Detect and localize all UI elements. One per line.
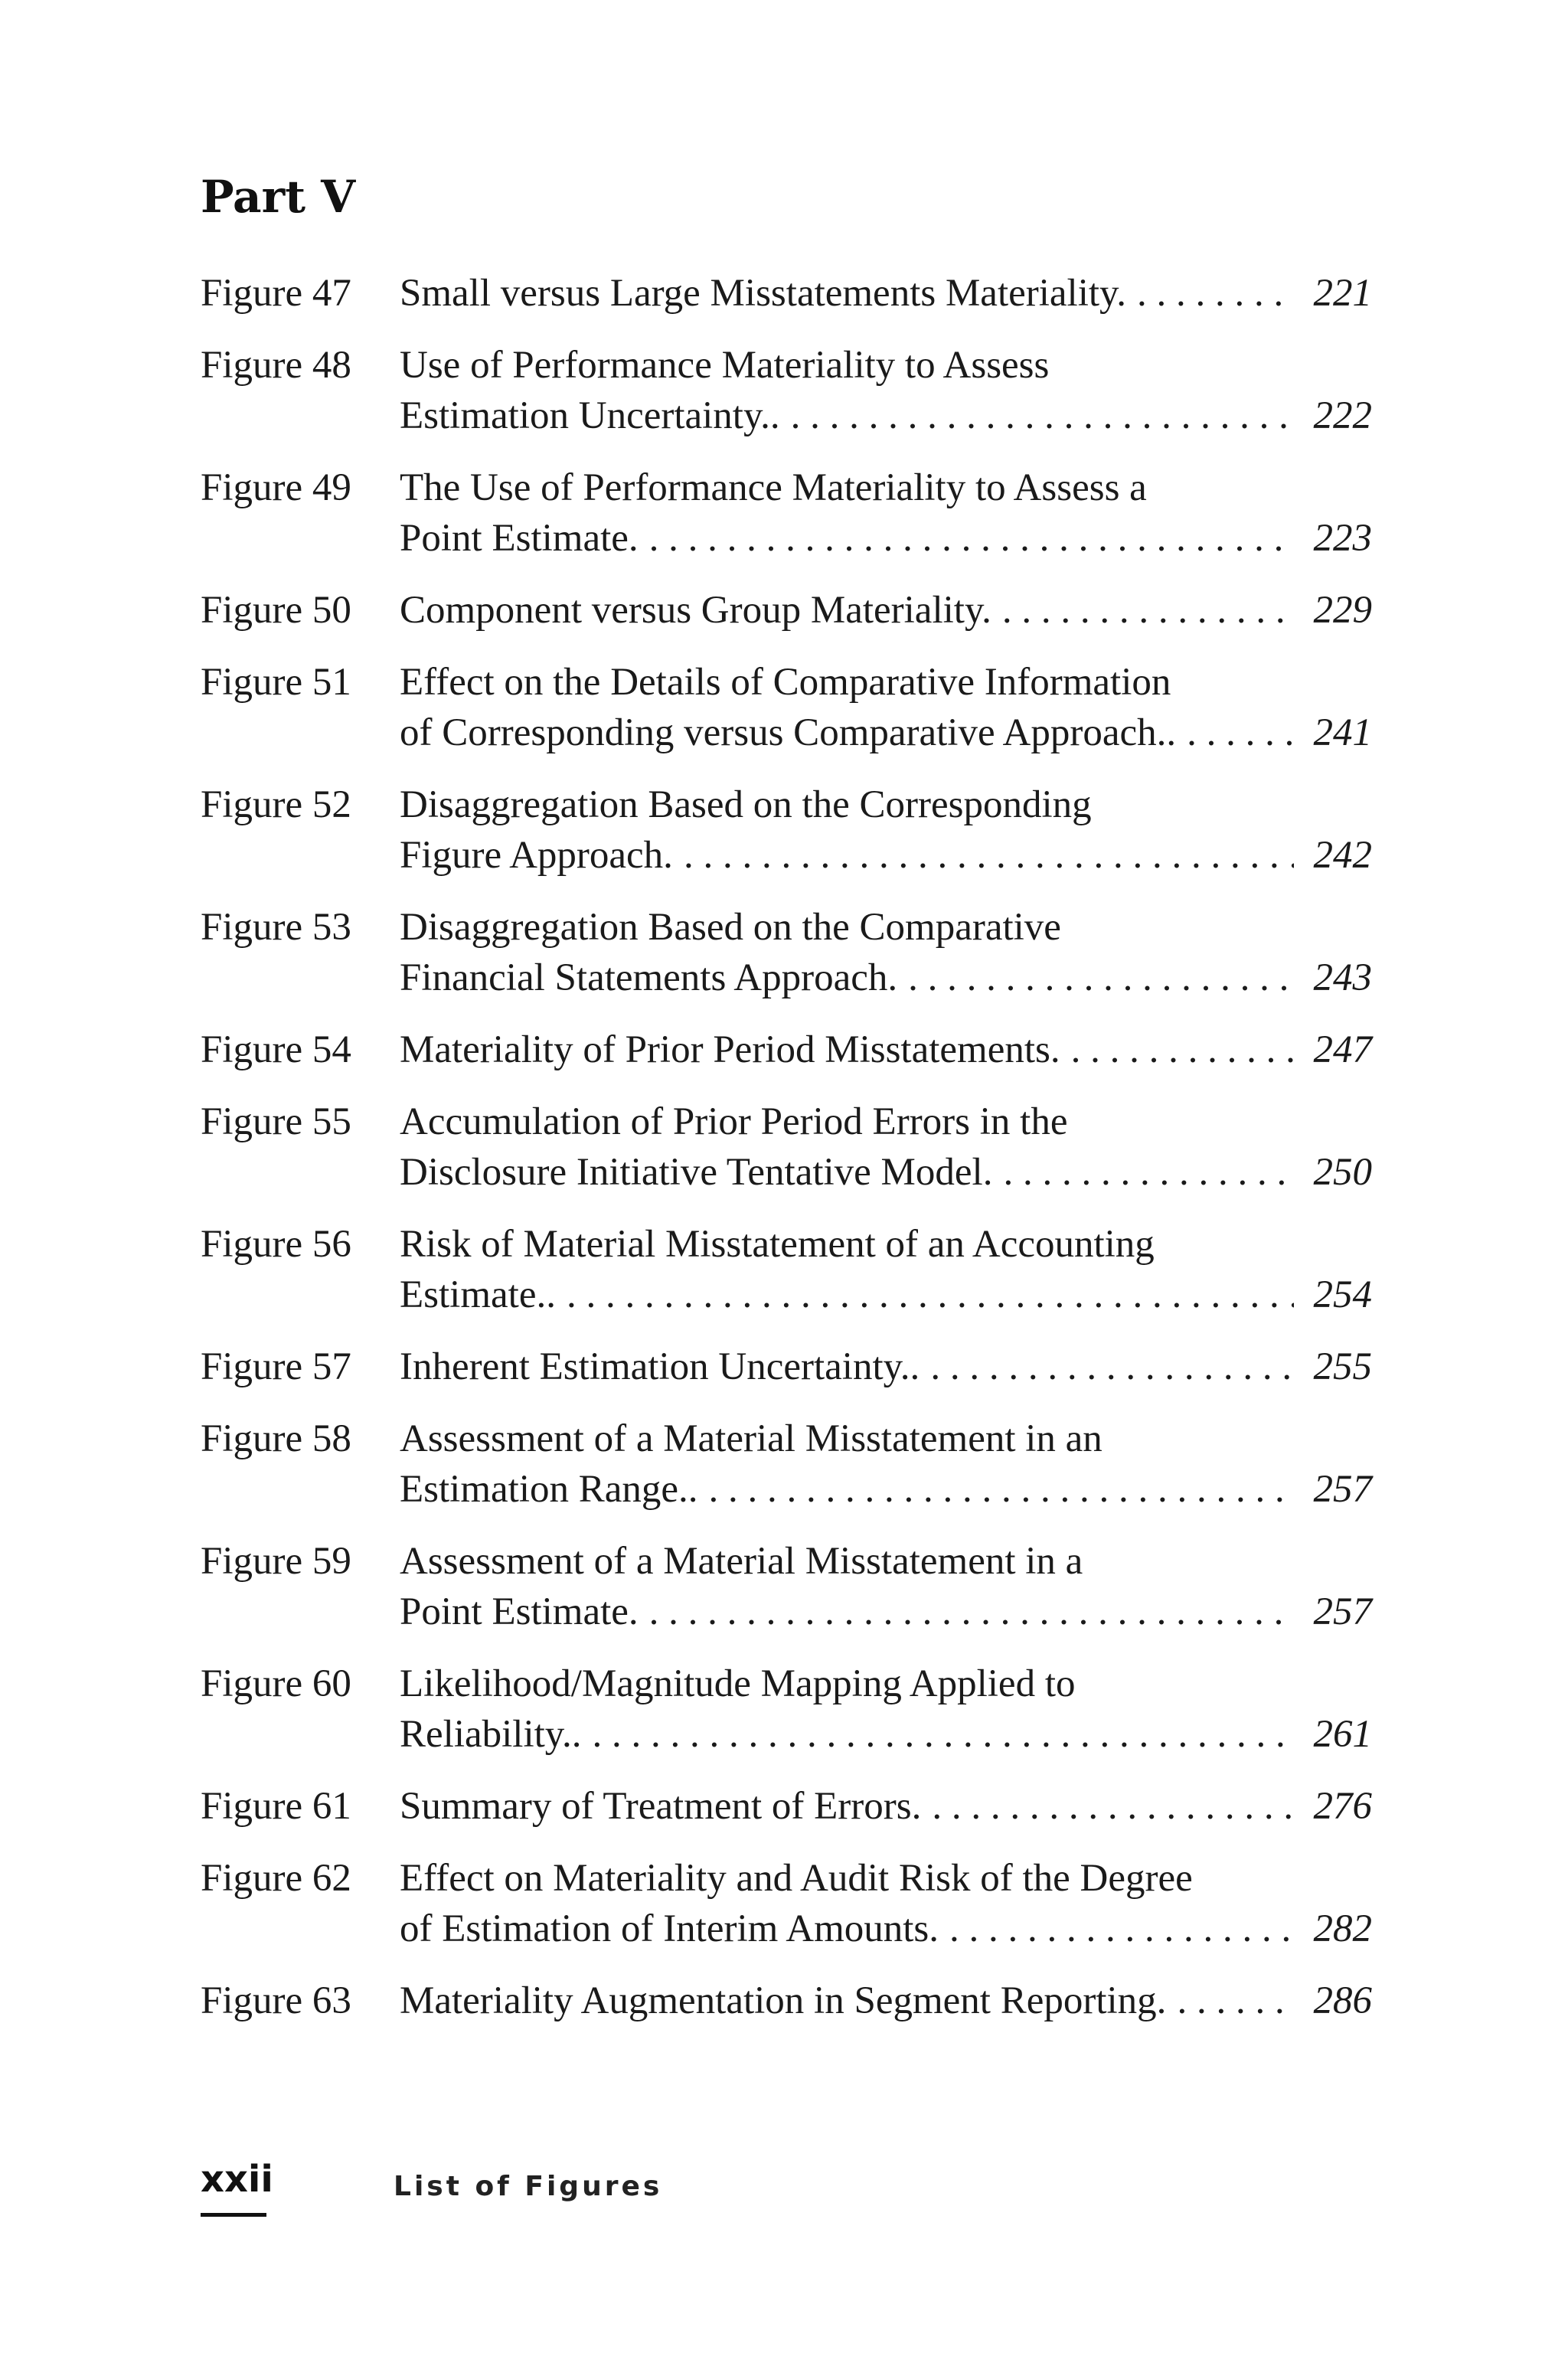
figure-title-text: Financial Statements Approach. <box>400 956 898 999</box>
figure-entry[interactable] <box>201 1025 1372 1075</box>
dot-leader <box>1071 1025 1294 1075</box>
figure-entry[interactable] <box>201 585 1372 636</box>
figure-title-text: Inherent Estimation Uncertainty.. <box>400 1345 920 1388</box>
figure-number: Figure 54 <box>201 1028 351 1071</box>
figure-title-line: Disaggregation Based on the Comparative <box>400 906 1061 949</box>
figure-title-text: Summary of Treatment of Errors. <box>400 1785 922 1828</box>
figure-title-block <box>400 1414 1372 1515</box>
figure-entry[interactable] <box>201 1659 1372 1760</box>
figure-number: Figure 52 <box>201 783 351 826</box>
page-number[interactable]: 223 <box>1313 517 1372 560</box>
figure-title-block <box>400 657 1372 758</box>
figure-title-block <box>400 585 1372 636</box>
figure-title-text: of Corresponding versus Comparative Approach.. <box>400 711 1177 754</box>
dot-leader <box>791 391 1294 441</box>
figure-title-last-line <box>400 1270 1372 1320</box>
figure-title-block <box>400 902 1372 1003</box>
figure-title-line: The Use of Performance Materiality to Assess a <box>400 466 1147 509</box>
figure-title-block <box>400 1025 1372 1075</box>
figure-list <box>201 268 1372 2048</box>
figure-title-text: Point Estimate. <box>400 1590 639 1633</box>
figure-title-last-line <box>400 585 1372 636</box>
page-number[interactable]: 276 <box>1313 1785 1372 1828</box>
figure-title-block <box>400 1976 1372 2026</box>
dot-leader <box>949 1904 1294 1954</box>
dot-leader <box>567 1270 1294 1320</box>
page-number[interactable]: 282 <box>1313 1907 1372 1950</box>
figure-number: Figure 63 <box>201 1979 351 2022</box>
figure-title-last-line <box>400 1709 1372 1760</box>
figure-title-block <box>400 1853 1372 1954</box>
figure-entry[interactable] <box>201 657 1372 758</box>
figure-title-last-line <box>400 708 1372 758</box>
figure-title-block <box>400 1536 1372 1637</box>
figure-title-text: of Estimation of Interim Amounts. <box>400 1907 939 1950</box>
figure-number: Figure 49 <box>201 466 351 509</box>
figure-entry[interactable] <box>201 340 1372 441</box>
page-number[interactable]: 229 <box>1313 589 1372 632</box>
figure-title-block <box>400 340 1372 441</box>
figure-entry[interactable] <box>201 1853 1372 1954</box>
figure-title-last-line <box>400 830 1372 881</box>
page-number[interactable]: 247 <box>1313 1028 1372 1071</box>
figure-title-text: Disclosure Initiative Tentative Model. <box>400 1151 993 1194</box>
figure-entry[interactable] <box>201 268 1372 319</box>
figure-title-last-line <box>400 1147 1372 1198</box>
figure-title-text: Materiality Augmentation in Segment Reporting. <box>400 1979 1167 2022</box>
figure-title-line: Effect on Materiality and Audit Risk of the Degree <box>400 1857 1193 1900</box>
figure-title-block <box>400 268 1372 319</box>
figure-title-line: Accumulation of Prior Period Errors in the <box>400 1100 1068 1143</box>
figure-title-text: Reliability.. <box>400 1713 582 1756</box>
figure-title-last-line <box>400 1904 1372 1954</box>
page-number[interactable]: 241 <box>1313 711 1372 754</box>
figure-title-last-line <box>400 1976 1372 2026</box>
dot-leader <box>1003 1147 1294 1198</box>
dot-leader <box>930 1342 1294 1392</box>
figure-title-block <box>400 1219 1372 1320</box>
figure-number: Figure 51 <box>201 661 351 704</box>
figure-title-last-line <box>400 1342 1372 1392</box>
dot-leader <box>593 1709 1295 1760</box>
part-heading: Part V <box>201 171 356 223</box>
figure-title-last-line <box>400 1781 1372 1832</box>
figure-title-block <box>400 1781 1372 1832</box>
figure-number: Figure 48 <box>201 344 351 387</box>
figure-title-block <box>400 1097 1372 1198</box>
figure-title-block <box>400 1342 1372 1392</box>
dot-leader <box>1177 1976 1294 2026</box>
figure-title-text: Point Estimate. <box>400 517 639 560</box>
figure-title-last-line <box>400 1464 1372 1515</box>
figure-title-line: Risk of Material Misstatement of an Accounting <box>400 1223 1155 1266</box>
page-number[interactable]: 257 <box>1313 1468 1372 1511</box>
figure-entry[interactable] <box>201 1097 1372 1198</box>
page-number[interactable]: 221 <box>1313 272 1372 315</box>
dot-leader <box>649 1587 1294 1637</box>
figure-title-last-line <box>400 953 1372 1003</box>
figure-entry[interactable] <box>201 1219 1372 1320</box>
page-number[interactable]: 254 <box>1313 1273 1372 1316</box>
figure-title-line: Assessment of a Material Misstatement in a <box>400 1540 1083 1583</box>
page-number[interactable]: 255 <box>1313 1345 1372 1388</box>
figure-entry[interactable] <box>201 1342 1372 1392</box>
figure-entry[interactable] <box>201 779 1372 881</box>
figure-number: Figure 56 <box>201 1223 351 1266</box>
figure-number: Figure 58 <box>201 1417 351 1460</box>
figure-number: Figure 55 <box>201 1100 351 1143</box>
dot-leader <box>709 1464 1294 1515</box>
figure-number: Figure 59 <box>201 1540 351 1583</box>
figure-title-block <box>400 462 1372 564</box>
figure-title-text: Figure Approach. <box>400 834 673 877</box>
page-number[interactable]: 250 <box>1313 1151 1372 1194</box>
figure-number: Figure 47 <box>201 272 351 315</box>
dot-leader <box>1137 268 1294 319</box>
figure-title-line: Assessment of a Material Misstatement in an <box>400 1417 1102 1460</box>
figure-title-last-line <box>400 1587 1372 1637</box>
figure-number: Figure 60 <box>201 1662 351 1705</box>
figure-number: Figure 57 <box>201 1345 351 1388</box>
figure-title-line: Use of Performance Materiality to Assess <box>400 344 1050 387</box>
figure-title-line: Effect on the Details of Comparative Information <box>400 661 1171 704</box>
figure-number: Figure 62 <box>201 1857 351 1900</box>
figure-entry[interactable] <box>201 462 1372 564</box>
figure-title-text: Estimate.. <box>400 1273 556 1316</box>
dot-leader <box>684 830 1294 881</box>
dot-leader <box>1002 585 1294 636</box>
dot-leader <box>908 953 1294 1003</box>
folio-underline <box>201 2213 266 2217</box>
dot-leader <box>1187 708 1294 758</box>
figure-title-text: Estimation Uncertainty.. <box>400 394 780 437</box>
figure-title-line: Disaggregation Based on the Corresponding <box>400 783 1092 826</box>
page-number[interactable]: 286 <box>1313 1979 1372 2022</box>
figure-entry[interactable] <box>201 1781 1372 1832</box>
page-number[interactable]: 243 <box>1313 956 1372 999</box>
figure-title-block <box>400 1659 1372 1760</box>
figure-entry[interactable] <box>201 1536 1372 1637</box>
figure-entry[interactable] <box>201 1414 1372 1515</box>
figure-title-last-line <box>400 1025 1372 1075</box>
page-number[interactable]: 222 <box>1313 394 1372 437</box>
figure-entry[interactable] <box>201 1976 1372 2026</box>
figure-title-text: Materiality of Prior Period Misstatements. <box>400 1028 1060 1071</box>
dot-leader <box>649 513 1294 564</box>
figure-number: Figure 53 <box>201 906 351 949</box>
figure-title-line: Likelihood/Magnitude Mapping Applied to <box>400 1662 1076 1705</box>
figure-title-last-line <box>400 268 1372 319</box>
figure-title-text: Small versus Large Misstatements Materiality. <box>400 272 1126 315</box>
folio: xxii <box>201 2158 273 2201</box>
page-number[interactable]: 242 <box>1313 834 1372 877</box>
figure-title-last-line <box>400 391 1372 441</box>
running-title: List of Figures <box>394 2171 663 2202</box>
figure-entry[interactable] <box>201 902 1372 1003</box>
figure-title-last-line <box>400 513 1372 564</box>
figure-title-text: Component versus Group Materiality. <box>400 589 991 632</box>
figure-number: Figure 61 <box>201 1785 351 1828</box>
dot-leader <box>932 1781 1294 1832</box>
page-number[interactable]: 261 <box>1313 1713 1372 1756</box>
figure-title-block <box>400 779 1372 881</box>
figure-title-text: Estimation Range.. <box>400 1468 698 1511</box>
page-number[interactable]: 257 <box>1313 1590 1372 1633</box>
figure-number: Figure 50 <box>201 589 351 632</box>
